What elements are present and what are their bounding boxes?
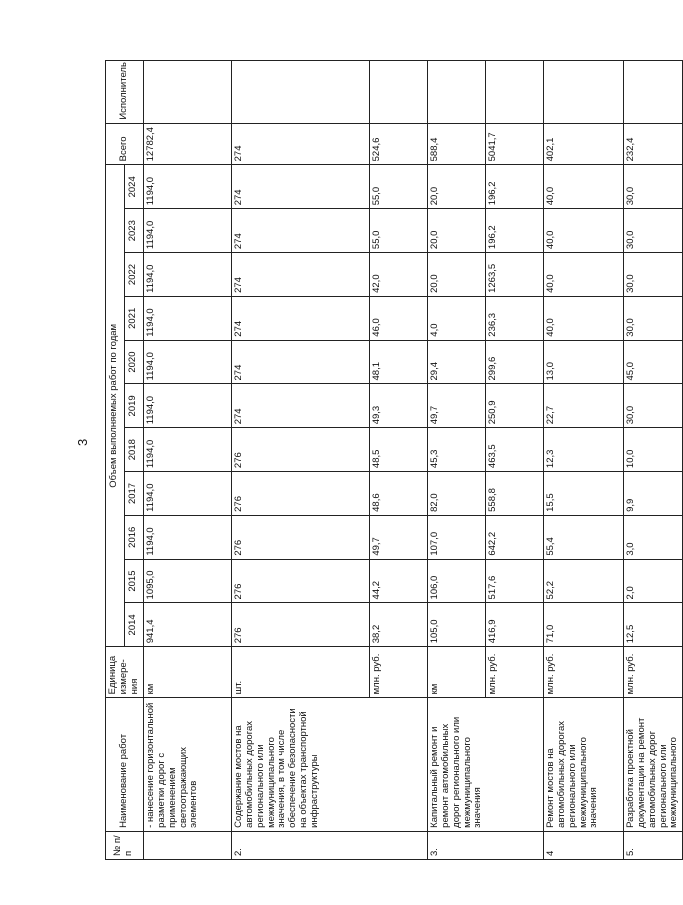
year-value-cell: 1194,0 (143, 472, 231, 516)
executor-cell (543, 61, 623, 124)
year-value-cell: 20,0 (427, 253, 485, 297)
year-value-cell: 1194,0 (143, 296, 231, 340)
row-number: 3. (427, 831, 543, 859)
year-value-cell: 276 (231, 515, 369, 559)
header-year-2021: 2021 (124, 296, 143, 340)
year-value-cell: 558,8 (485, 472, 543, 516)
year-value-cell: 71,0 (543, 603, 623, 647)
unit-cell: км (427, 647, 485, 698)
total-cell: 5041,7 (485, 123, 543, 165)
header-year-2018: 2018 (124, 428, 143, 472)
year-value-cell: 1194,0 (143, 165, 231, 209)
year-value-cell: 2,0 (623, 559, 683, 603)
executor-cell (369, 61, 427, 124)
year-value-cell: 49,7 (369, 515, 427, 559)
year-value-cell: 1194,0 (143, 428, 231, 472)
year-value-cell: 30,0 (623, 384, 683, 428)
works-volume-table (105, 60, 683, 860)
work-name: Ремонт мостов на автомобильных дорогах регионального или межмуниципального значения (543, 698, 623, 831)
year-value-cell: 1194,0 (143, 340, 231, 384)
year-value-cell: 12,5 (623, 603, 683, 647)
executor-cell (485, 61, 543, 124)
year-value-cell: 10,0 (623, 428, 683, 472)
work-name: - нанесение горизонтальной разметки дорог с применением светоотражающих элементов (143, 698, 231, 831)
header-row (106, 61, 125, 860)
year-value-cell: 106,0 (427, 559, 485, 603)
year-value-cell: 45,3 (427, 428, 485, 472)
year-value-cell: 276 (231, 472, 369, 516)
year-value-cell: 55,4 (543, 515, 623, 559)
year-value-cell: 250,9 (485, 384, 543, 428)
header-year-2019: 2019 (124, 384, 143, 428)
year-value-cell: 276 (231, 603, 369, 647)
year-value-cell: 299,6 (485, 340, 543, 384)
year-value-cell: 30,0 (623, 165, 683, 209)
row-number: 4 (543, 831, 623, 859)
unit-cell: шт. (231, 647, 369, 698)
year-value-cell: 44,2 (369, 559, 427, 603)
header-year-2020: 2020 (124, 340, 143, 384)
year-value-cell: 642,2 (485, 515, 543, 559)
total-cell: 274 (231, 123, 369, 165)
year-value-cell: 55,0 (369, 209, 427, 253)
year-value-cell: 1095,0 (143, 559, 231, 603)
year-value-cell: 1194,0 (143, 209, 231, 253)
year-value-cell: 49,7 (427, 384, 485, 428)
year-value-cell: 38,2 (369, 603, 427, 647)
work-name: Капитальный ремонт и ремонт автомобильных дорог регионального или межмуниципального значения (427, 698, 543, 831)
header-total: Всего (106, 123, 144, 165)
year-value-cell: 517,6 (485, 559, 543, 603)
header-year-2015: 2015 (124, 559, 143, 603)
year-value-cell: 196,2 (485, 209, 543, 253)
year-value-cell: 48,6 (369, 472, 427, 516)
table-body (143, 61, 683, 860)
table-row (231, 61, 369, 860)
year-value-cell: 274 (231, 384, 369, 428)
total-cell: 402,1 (543, 123, 623, 165)
year-value-cell: 416,9 (485, 603, 543, 647)
year-value-cell: 274 (231, 340, 369, 384)
total-cell: 588,4 (427, 123, 485, 165)
year-value-cell: 48,5 (369, 428, 427, 472)
year-value-cell: 107,0 (427, 515, 485, 559)
year-value-cell: 274 (231, 296, 369, 340)
year-value-cell: 274 (231, 165, 369, 209)
year-value-cell: 276 (231, 559, 369, 603)
year-value-cell: 45,0 (623, 340, 683, 384)
year-value-cell: 1194,0 (143, 253, 231, 297)
year-value-cell: 1194,0 (143, 515, 231, 559)
executor-cell (623, 61, 683, 124)
year-value-cell: 276 (231, 428, 369, 472)
year-value-cell: 941,4 (143, 603, 231, 647)
header-year-2016: 2016 (124, 515, 143, 559)
year-value-cell: 40,0 (543, 253, 623, 297)
year-value-cell: 40,0 (543, 296, 623, 340)
page-number: 3 (75, 438, 90, 446)
total-cell: 12782,4 (143, 123, 231, 165)
year-value-cell: 236,3 (485, 296, 543, 340)
header-volume: Объем выполняемых работ по годам (106, 165, 125, 647)
table-row (543, 61, 623, 860)
year-value-cell: 196,2 (485, 165, 543, 209)
total-cell: 232,4 (623, 123, 683, 165)
table-row (143, 61, 231, 860)
year-value-cell: 4,0 (427, 296, 485, 340)
executor-cell (231, 61, 369, 124)
unit-cell: млн. руб. (369, 647, 427, 698)
year-value-cell: 52,2 (543, 559, 623, 603)
year-value-cell: 40,0 (543, 165, 623, 209)
unit-cell: млн. руб. (543, 647, 623, 698)
year-value-cell: 29,4 (427, 340, 485, 384)
year-value-cell: 48,1 (369, 340, 427, 384)
rotated-table-wrapper (105, 60, 680, 860)
header-year-2014: 2014 (124, 603, 143, 647)
year-value-cell: 55,0 (369, 165, 427, 209)
year-value-cell: 30,0 (623, 253, 683, 297)
unit-cell: млн. руб. (623, 647, 683, 698)
year-value-cell: 105,0 (427, 603, 485, 647)
year-value-cell: 30,0 (623, 209, 683, 253)
header-year-2023: 2023 (124, 209, 143, 253)
year-value-cell: 9,9 (623, 472, 683, 516)
year-value-cell: 82,0 (427, 472, 485, 516)
total-cell: 524,6 (369, 123, 427, 165)
executor-cell (427, 61, 485, 124)
unit-cell: км (143, 647, 231, 698)
year-value-cell: 20,0 (427, 165, 485, 209)
row-number: 2. (231, 831, 427, 859)
year-value-cell: 12,3 (543, 428, 623, 472)
header-year-2017: 2017 (124, 472, 143, 516)
header-unit: Единица измере-ния (106, 647, 144, 698)
year-value-cell: 49,3 (369, 384, 427, 428)
table-row (623, 61, 683, 860)
year-value-cell: 46,0 (369, 296, 427, 340)
year-value-cell: 3,0 (623, 515, 683, 559)
year-value-cell: 30,0 (623, 296, 683, 340)
work-name: Разработка проектной документации на ремонт автомобильных дорог регионального или межмуниципального (623, 698, 683, 831)
work-name: Содержание мостов на автомобильных дорогах регионального или межмуниципального значения, в том числе обеспечение безопасности на объектах транспортной инфраструктуры (231, 698, 427, 831)
year-value-cell: 20,0 (427, 209, 485, 253)
year-value-cell: 1263,5 (485, 253, 543, 297)
header-num: № п/п (106, 831, 144, 859)
year-value-cell: 40,0 (543, 209, 623, 253)
header-executor: Исполнитель (106, 61, 144, 124)
year-value-cell: 42,0 (369, 253, 427, 297)
row-number: 5. (623, 831, 683, 859)
header-year-2022: 2022 (124, 253, 143, 297)
year-value-cell: 463,5 (485, 428, 543, 472)
table-row (427, 61, 485, 860)
year-value-cell: 274 (231, 253, 369, 297)
executor-cell (143, 61, 231, 124)
header-name: Наименование работ (106, 698, 144, 831)
year-value-cell: 22,7 (543, 384, 623, 428)
row-number (143, 831, 231, 859)
year-value-cell: 15,5 (543, 472, 623, 516)
unit-cell: млн. руб. (485, 647, 543, 698)
year-value-cell: 1194,0 (143, 384, 231, 428)
year-value-cell: 13,0 (543, 340, 623, 384)
year-value-cell: 274 (231, 209, 369, 253)
header-year-2024: 2024 (124, 165, 143, 209)
